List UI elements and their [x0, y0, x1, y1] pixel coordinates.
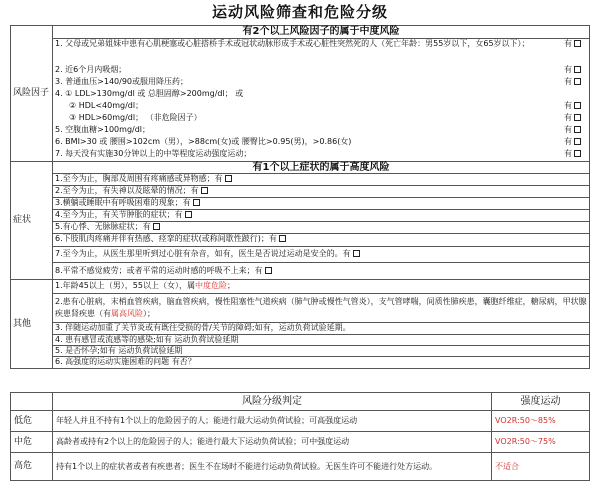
level-low-desc: 年轻人并且不持有1个以上的危险因子的人；能进行最大运动负荷试验；可高强度运动	[53, 411, 492, 432]
symptom-item-1: 1.至今为止，胸部及周围有疼痛感或异物感；有	[53, 174, 589, 186]
risk-item-5: 5. 空腹血糖>100mg/dl； 有	[55, 125, 587, 137]
symptom-item-8: 8.平常不感觉疲劳；或者平常的运动时感的呼吸不上来；有	[55, 263, 587, 279]
risk-highlight: 属高风险	[111, 309, 143, 318]
checkbox[interactable]	[574, 66, 581, 73]
checkbox[interactable]	[265, 267, 272, 274]
symptom-item-5: 5.有心悸、无脉脉症状；有	[53, 222, 589, 234]
other-category-label: 其他	[11, 280, 53, 369]
level-mid: 中危	[11, 432, 53, 453]
other-item-3: 3. 伴随运动加重了关节炎或有既往受损的骨/关节的障碍;如有，运动负荷试验延期。	[53, 323, 589, 335]
checkbox[interactable]	[153, 223, 160, 230]
symptom-item-6: 6.下肢肌肉疼痛并伴有热感、痉挛的症状(或称间歇性跛行)；有	[53, 234, 589, 247]
checkbox[interactable]	[574, 150, 581, 157]
checkbox[interactable]	[201, 187, 208, 194]
level-mid-intensity: VO2R:50～75%	[492, 432, 590, 453]
checkbox[interactable]	[185, 211, 192, 218]
symptoms-items-cell	[53, 174, 590, 280]
level-low: 低危	[11, 411, 53, 432]
risk-item-7: 7. 每天没有实施30分钟以上的中等程度运动强度运动； 有	[55, 149, 587, 160]
grading-header: 风险分级判定	[53, 393, 492, 411]
level-mid-desc: 高龄者或持有2个以上的危险因子的人；能进行最大下运动负荷试验；可中强度运动	[53, 432, 492, 453]
risk-highlight: 中度危险	[195, 281, 227, 290]
symptom-item-7: 7.至今为止，从医生那里听到过心脏有杂音，如有，医生是否说过运动是安全的。有	[53, 247, 589, 263]
risk-item-3: 3. 普通血压>140/90或服用降压药； 有	[55, 77, 587, 89]
risk-item-4c: ③ HDL>60mg/dl； （非危险因子） 有	[55, 113, 587, 125]
checkbox[interactable]	[574, 78, 581, 85]
checkbox[interactable]	[574, 126, 581, 133]
other-item-2: 2.患有心脏病，末梢血管疾病，脑血管疾病，慢性阻塞性气道疾病（肺气肿或慢性气管炎），支气管哮喘，间质性肺疾患，囊胞纤维症，糖尿病，甲状腺疾患肾疾患（有属高风险）；	[53, 294, 589, 323]
page-title: 运动风险筛查和危险分级	[211, 3, 388, 21]
level-high-desc: 持有1个以上的症状者或者有疾患者；医生不在场时不能进行运动负荷试验。无医生许可不能进行处方运动。	[53, 453, 492, 481]
grading-corner	[11, 393, 53, 411]
other-item-6: 6. 高强度的运动实施困难的问题 有否？	[55, 357, 196, 366]
risk-category-label: 风险因子	[11, 26, 53, 162]
risk-grading-table	[10, 392, 590, 481]
risk-header: 有2个以上风险因子的属于中度风险	[53, 26, 590, 39]
risk-item-4b: ② HDL<40mg/dl； 有	[55, 101, 587, 113]
risk-item-2: 2. 近6个月内吸烟； 有	[55, 65, 587, 77]
other-item-1: 1.年龄45以上（男），55以上（女），属中度危险；	[53, 280, 589, 294]
checkbox[interactable]	[574, 102, 581, 109]
other-item-5: 5. 是否怀孕;如有 运动负荷试验延期	[53, 346, 589, 357]
checkbox[interactable]	[353, 250, 360, 257]
checkbox[interactable]	[193, 199, 200, 206]
level-high: 高危	[11, 453, 53, 481]
checkbox[interactable]	[225, 175, 232, 182]
other-item-4: 4. 患有感冒或流感等的感染;如有 运动负荷试验延期	[53, 335, 589, 346]
checkbox[interactable]	[574, 40, 581, 47]
symptom-item-2: 2.至今为止，有失神以及眩晕的情况；有	[53, 186, 589, 198]
checkbox[interactable]	[279, 235, 286, 242]
symptoms-header: 有1个以上症状的属于高度风险	[53, 161, 590, 174]
risk-item-1: 1. 父母或兄弟姐妹中患有心肌梗塞或心脏搭桥手术或冠状动脉形成手术或心脏性突然死的人（死亡年龄：男55岁以下，女65岁以下）； 有	[55, 39, 587, 65]
checkbox[interactable]	[574, 114, 581, 121]
risk-item-6: 6. BMI>30 或 腰围>102cm（男），>88cm(女)或 腰臀比>0.95(男)，>0.86(女) 有	[55, 137, 587, 149]
other-items-cell	[53, 280, 590, 369]
symptom-item-3: 3.横躺或睡眠中有呼吸困难的现象；有	[53, 198, 589, 210]
screening-table	[10, 25, 590, 369]
intensity-header: 强度运动	[492, 393, 590, 411]
level-low-intensity: VO2R:50～85%	[492, 411, 590, 432]
level-high-intensity: 不适合	[492, 453, 590, 481]
checkbox[interactable]	[574, 138, 581, 145]
risk-items-cell	[53, 38, 590, 161]
risk-item-4: 4. ① LDL>130mg/dl 或 总胆固醇>200mg/dl； 或	[55, 88, 244, 98]
symptoms-category-label: 症状	[11, 161, 53, 280]
symptom-item-4: 4.至今为止，有关节肿胀的症状；有	[53, 210, 589, 222]
